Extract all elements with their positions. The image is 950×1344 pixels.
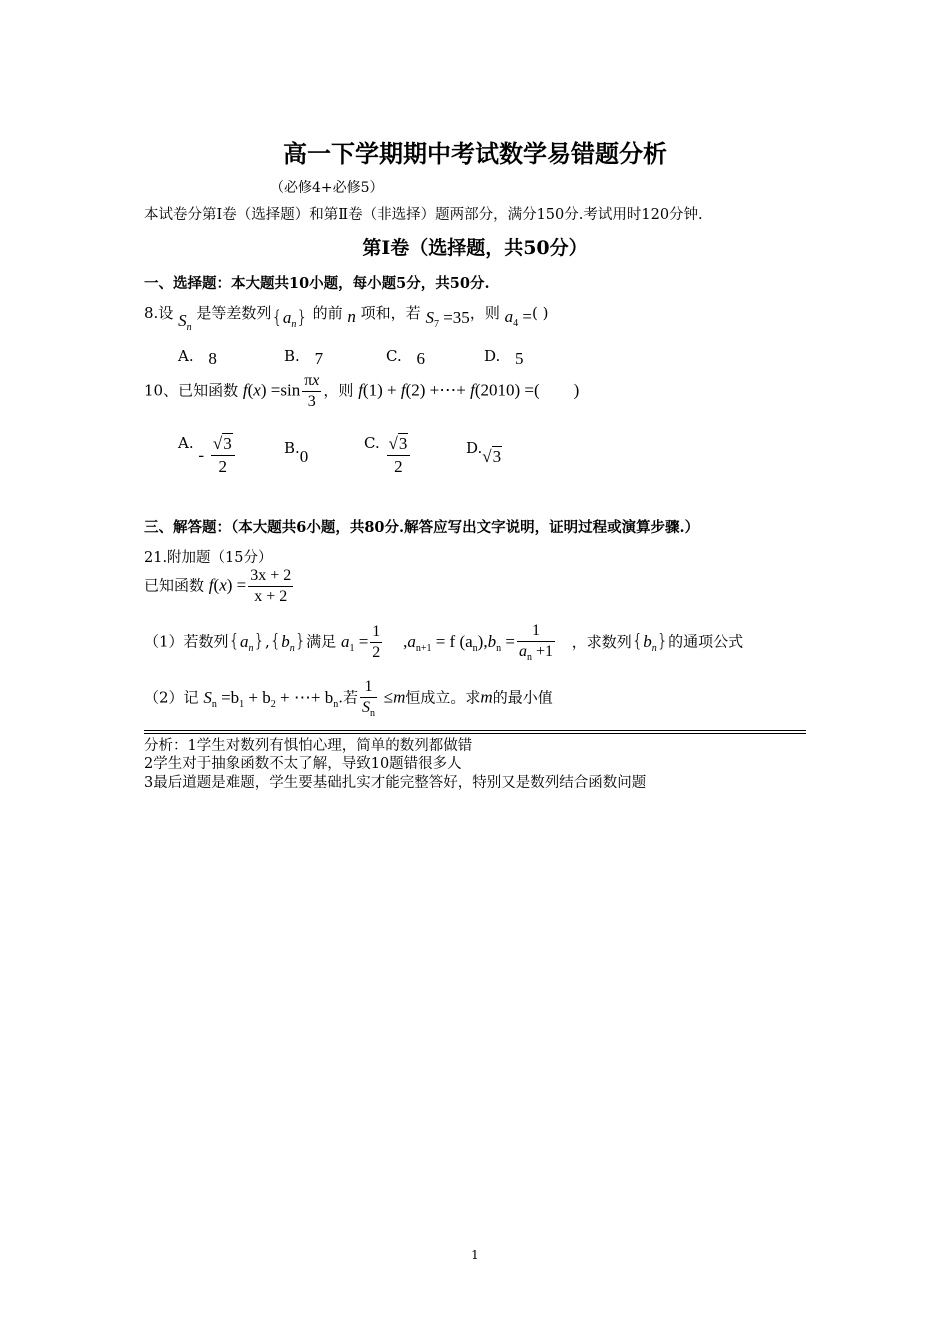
q8-a4: a xyxy=(504,307,514,326)
q8-option-a xyxy=(178,346,217,366)
analysis-line-2: 2学生对于抽象函数不太了解，导致10题错很多人 xyxy=(144,756,462,772)
q8-sub-4: 4 xyxy=(513,318,519,329)
q8-sub-7: 7 xyxy=(433,319,439,330)
option-label: C. xyxy=(364,434,380,452)
q21-p2-tail: 恒成立。求 xyxy=(405,688,481,707)
q8-option-b xyxy=(284,346,323,366)
q21-bn-fraction: $\frac{1}{a_n +1}$ xyxy=(518,622,553,663)
q10-text-1: 已知函数 xyxy=(178,381,239,400)
option-value: 8 xyxy=(208,349,217,368)
q21-part1: （1）若数列$\{a_n\},\{b_n\}$满足 $a_1$ = $\frac{1}{2}$ $,a_{n+1} = f$ $(a_n),b_n$ = $\frac{1}{a_n +1}$ ，求数列$\{b_n\}$的通项公式 xyxy=(144,622,744,663)
q8-paren: ( ) xyxy=(531,304,549,322)
option-value: 7 xyxy=(314,349,324,368)
q10-fraction: $\frac{\pi x}{3}$ xyxy=(304,372,320,410)
q21-function: 已知函数 f(x) = $\frac{3x + 2}{x + 2}$ xyxy=(144,567,292,605)
option-fraction: $\frac{√3}{2}$ xyxy=(387,434,411,477)
option-label: D. xyxy=(466,439,483,457)
q21-p2-label: （2）记 xyxy=(144,688,199,707)
q8-a-sub-n: n xyxy=(291,319,297,330)
option-value: 5 xyxy=(515,349,524,368)
q8-text-5: ，则 xyxy=(469,304,500,322)
q8-S7: S xyxy=(425,308,434,327)
q21-given: 已知函数 xyxy=(144,576,205,595)
q21-p1-satisfy: 满足 xyxy=(306,632,337,651)
q21-f-fraction: $\frac{3x + 2}{x + 2}$ xyxy=(250,567,292,605)
option-label: A. xyxy=(178,347,194,365)
q21-p2-end: 的最小值 xyxy=(492,688,553,707)
page-subtitle: （必修4+必修5） xyxy=(270,180,384,196)
option-value: 6 xyxy=(416,349,425,368)
part3-heading: 三、解答题：（本大题共6小题，共80分.解答应写出文字说明，证明过程或演算步骤.） xyxy=(144,519,700,536)
q8-S: S xyxy=(178,311,187,330)
question-10: 10、已知函数 f(x) =sin $\frac{\pi x}{3}$ ，则 f(1) + f(2) +⋯+ f(2010) =( ) xyxy=(144,372,580,410)
q8-text-3: 的前 xyxy=(312,304,343,322)
q10-option-a xyxy=(178,434,237,477)
section1-heading: 一、选择题：本大题共10小题，每小题5分，共50分. xyxy=(144,275,490,292)
q21-half: $\frac{1}{2}$ xyxy=(372,623,381,661)
q8-number: 8. xyxy=(144,304,159,322)
q8-eq: = xyxy=(522,307,532,326)
option-label: A. xyxy=(178,434,194,452)
q21-part2: （2）记 $S_n =b_1 + b_2$ + ⋯+ $b_n$.若 $\frac{1}{S_n}$ ≤m恒成立。求m的最小值 xyxy=(144,678,553,719)
q8-sub-n: n xyxy=(186,322,192,333)
q8-text-4: 项和，若 xyxy=(360,304,421,322)
q21-title: 21.附加题（15分） xyxy=(144,550,273,566)
analysis-line-3: 3最后道题是难题，学生要基础扎实才能完整答好，特别又是数列结合函数问题 xyxy=(144,775,647,791)
q8-value-35: =35 xyxy=(443,308,470,327)
page-title: 高一下学期期中考试数学易错题分析 xyxy=(283,139,667,168)
option-value: √3 xyxy=(482,447,502,466)
option-value: 0 xyxy=(299,447,309,466)
q10-option-d xyxy=(466,438,502,466)
q8-text-2: 是等差数列 xyxy=(196,304,272,322)
option-label: D. xyxy=(484,347,501,365)
q21-p1-label: （1）若数列 xyxy=(144,632,229,651)
intro-text: 本试卷分第Ⅰ卷（选择题）和第Ⅱ卷（非选择）题两部分，满分150分.考试用时120分钟. xyxy=(144,207,703,223)
analysis-line-1: 分析：1学生对数列有惧怕心理，简单的数列都做错 xyxy=(144,738,473,754)
q8-n: n xyxy=(347,307,356,326)
q10-text-2: ，则 xyxy=(323,381,354,400)
option-sign: - xyxy=(198,445,205,465)
q10-option-b xyxy=(284,438,309,466)
q10-number: 10、 xyxy=(144,381,179,400)
question-8: 8.设 $S_n$ 是等差数列$\{a_n\}$ 的前 n 项和，若 $S_7 =35$，则 $a_4$ =( ) xyxy=(144,304,549,333)
q8-a: a xyxy=(282,308,292,327)
option-label: B. xyxy=(284,439,300,457)
option-fraction: $\frac{√3}{2}$ xyxy=(211,434,235,477)
q21-p1-end: 的通项公式 xyxy=(668,632,744,651)
q8-option-c xyxy=(386,346,425,366)
q21-ineq-fraction: $\frac{1}{S_n}$ xyxy=(361,678,375,719)
page-number: 1 xyxy=(471,1248,479,1262)
q10-x: x xyxy=(253,380,261,400)
q10-option-c xyxy=(364,434,412,477)
q10-sum: f(1) + f(2) +⋯+ f(2010) =( ) xyxy=(358,380,580,400)
q10-f: f xyxy=(242,380,248,400)
option-label: B. xyxy=(284,347,300,365)
option-label: C. xyxy=(386,347,402,365)
part1-heading: 第Ⅰ卷（选择题，共50分） xyxy=(362,237,588,259)
q10-sin: =sin xyxy=(270,380,301,400)
q8-text-1: 设 xyxy=(158,304,174,322)
q8-option-d xyxy=(484,346,524,366)
q21-p1-tail: ，求数列 xyxy=(571,632,632,651)
